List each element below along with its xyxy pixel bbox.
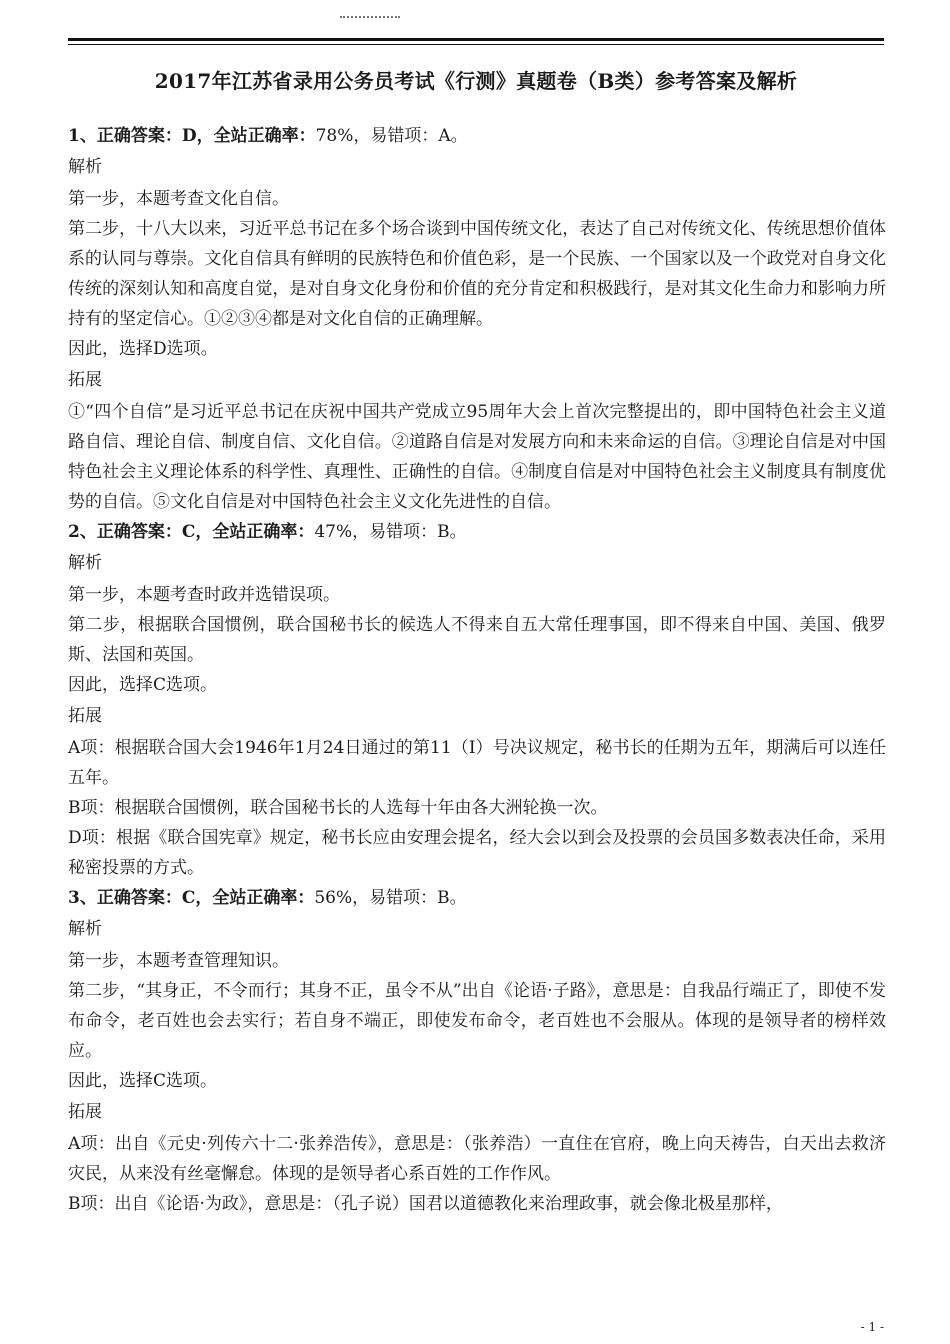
analysis-step: 第二步，十八大以来，习近平总书记在多个场合谈到中国传统文化，表达了自己对传统文化、传统思想价值体系的认同与尊崇。文化自信具有鲜明的民族特色和价值色彩，是一个民族、一个国家以及一个政党对自身文化传统的深刻认知和高度自觉，是对自身文化身份和价值的充分肯定和积极践行，是对其文化生命力和影响力所持有的坚定信心。①②③④都是对文化自信的正确理解。	[68, 219, 886, 329]
extension-paragraph: D项：根据《联合国宪章》规定，秘书长应由安理会提名，经大会以到会及投票的会员国多数表决任命，采用秘密投票的方式。	[68, 828, 886, 878]
extension-paragraph: B项：根据联合国惯例，联合国秘书长的人选每十年由各大洲轮换一次。	[68, 798, 608, 818]
answer-heading-stats: 56%，易错项：B。	[314, 888, 467, 908]
analysis-conclusion: 因此，选择D选项。	[68, 339, 218, 359]
analysis-step: 第二步，根据联合国惯例，联合国秘书长的候选人不得来自五大常任理事国，即不得来自中国、美国、俄罗斯、法国和英国。	[68, 615, 886, 665]
extension-paragraph: B项：出自《论语·为政》，意思是：（孔子说）国君以道德教化来治理政事，就会像北极星那样，	[68, 1194, 783, 1214]
answer-heading-bold: 2、正确答案：C，全站正确率：	[68, 522, 315, 542]
analysis-step: 第二步，“其身正，不令而行；其身不正，虽令不从”出自《论语·子路》，意思是：自我品行端正了，即使不发布命令，老百姓也会去实行；若自身不端正，即使发布命令，老百姓也不会服从。体现的是领导者的榜样效应。	[68, 981, 886, 1061]
question-2	[68, 517, 886, 883]
analysis-step: 第一步，本题考查时政并选错误项。	[68, 585, 340, 605]
analysis-label: 解析	[68, 919, 102, 939]
page-number: - 1 -	[860, 1320, 884, 1334]
answer-heading-bold: 1、正确答案：D，全站正确率：	[68, 126, 316, 146]
analysis-step: 第一步，本题考查文化自信。	[68, 189, 289, 209]
question-1	[68, 121, 886, 517]
answer-heading-bold: 3、正确答案：C，全站正确率：	[68, 888, 315, 908]
analysis-conclusion: 因此，选择C选项。	[68, 1071, 218, 1091]
analysis-label: 解析	[68, 553, 102, 573]
analysis-conclusion: 因此，选择C选项。	[68, 675, 218, 695]
header-rule-thick	[68, 38, 884, 41]
answer-heading	[68, 517, 886, 547]
extension-label: 拓展	[68, 706, 102, 726]
answer-heading-stats: 47%，易错项：B。	[314, 522, 467, 542]
header-rule-thin	[68, 44, 884, 45]
extension-paragraph: ①“四个自信”是习近平总书记在庆祝中国共产党成立95周年大会上首次完整提出的，即中国特色社会主义道路自信、理论自信、制度自信、文化自信。②道路自信是对发展方向和未来命运的自信。③理论自信是对中国特色社会主义理论体系的科学性、真理性、正确性的自信。④制度自信是对中国特色社会主义制度具有制度优势的自信。⑤文化自信是对中国特色社会主义文化先进性的自信。	[68, 402, 886, 512]
answer-heading	[68, 121, 886, 151]
answer-heading	[68, 883, 886, 913]
answer-heading-stats: 78%，易错项：A。	[315, 126, 468, 146]
extension-label: 拓展	[68, 370, 102, 390]
extension-paragraph: A项：出自《元史·列传六十二·张养浩传》，意思是：（张养浩）一直住在官府，晚上向天祷告，白天出去救济灾民，从来没有丝毫懈怠。体现的是领导者心系百姓的工作作风。	[68, 1134, 886, 1184]
analysis-label: 解析	[68, 157, 102, 177]
page-title: 2017年江苏省录用公务员考试《行测》真题卷（B类）参考答案及解析	[154, 69, 798, 94]
question-3	[68, 883, 886, 1219]
extension-label: 拓展	[68, 1102, 102, 1122]
document-body	[68, 121, 886, 1219]
analysis-step: 第一步，本题考查管理知识。	[68, 951, 289, 971]
header-mark	[340, 16, 400, 21]
extension-paragraph: A项：根据联合国大会1946年1月24日通过的第11（I）号决议规定，秘书长的任期为五年，期满后可以连任五年。	[68, 738, 886, 788]
